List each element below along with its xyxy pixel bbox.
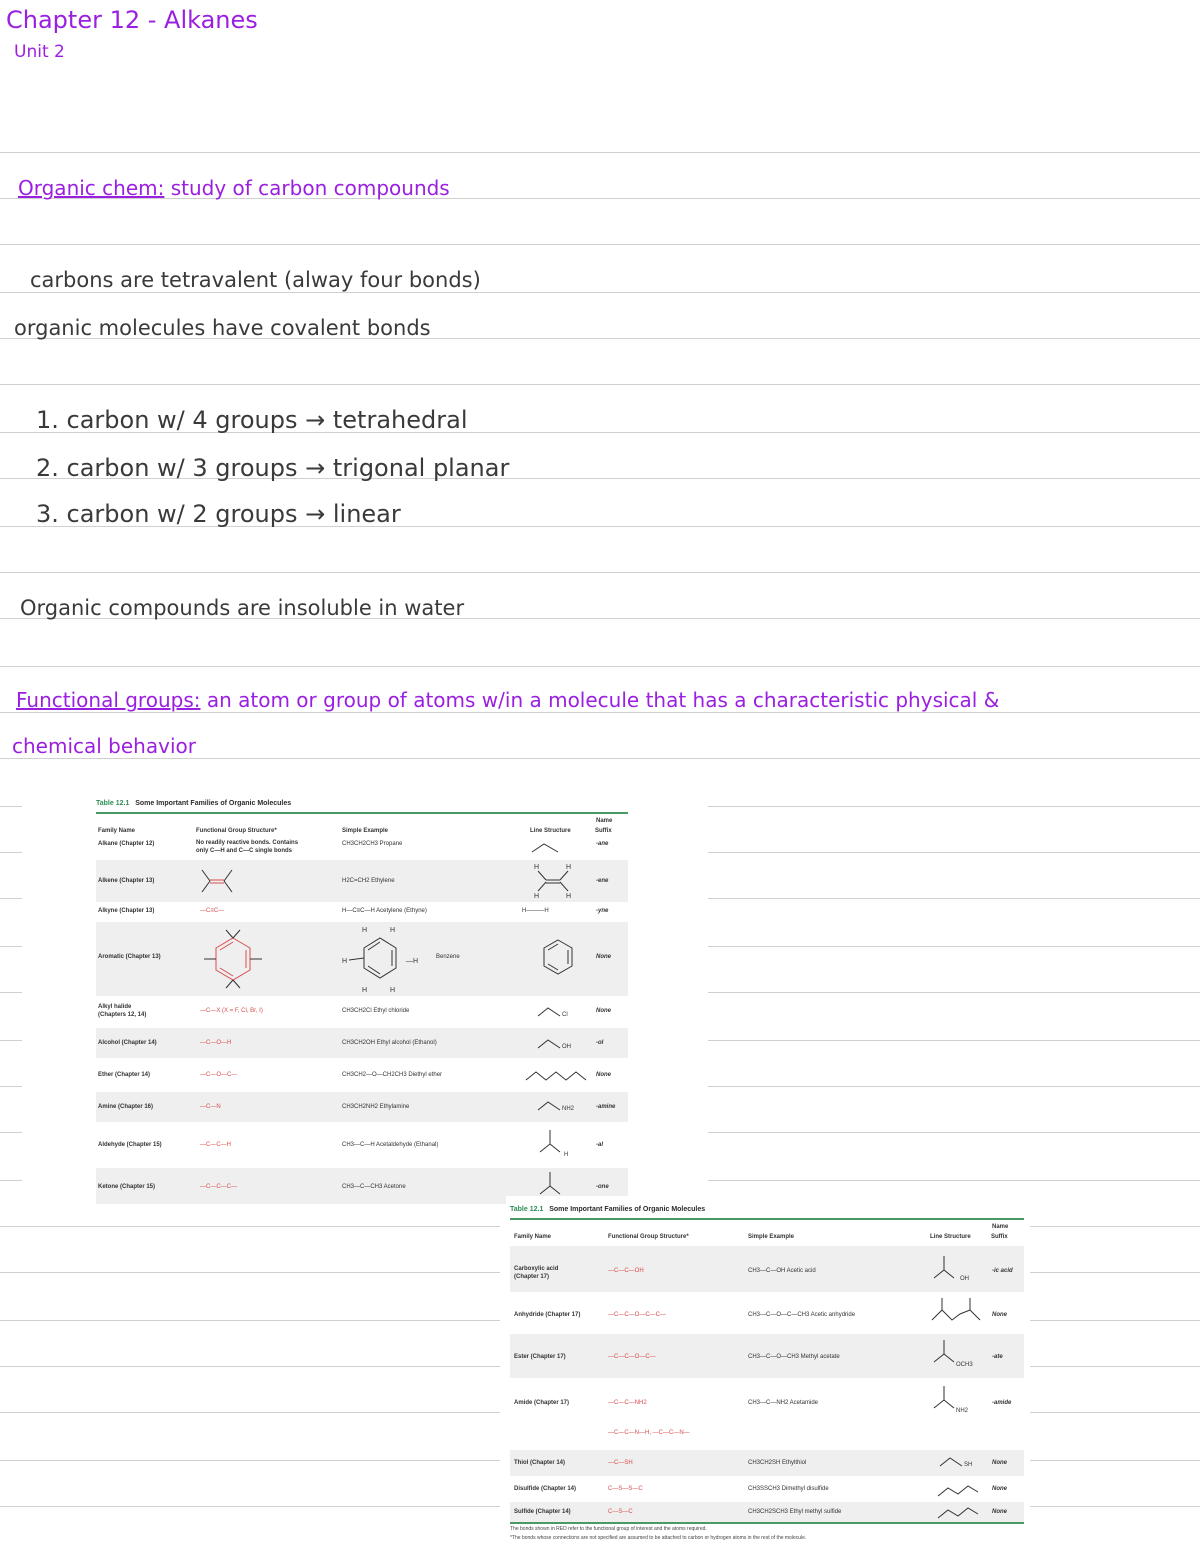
table-row: Anhydride (Chapter 17) —C—C—O—C—C— CH3—C—O—C—CH3 Acetic anhydride None	[514, 1312, 1007, 1318]
note-covalent: organic molecules have covalent bonds	[14, 316, 431, 340]
unit-label: Unit 2	[14, 42, 65, 62]
list-item: 2. carbon w/ 3 groups → trigonal planar	[36, 454, 510, 482]
table-row: Ether (Chapter 14) —C—O—C— CH3CH2—O—CH2CH3 Diethyl ether None	[98, 1072, 611, 1078]
header-suffix-bottom: Suffix	[991, 1234, 1008, 1240]
page-title: Chapter 12 - Alkanes	[6, 6, 258, 34]
table-row: Carboxylic acid (Chapter 17) —C—C—OH CH3—C—OH Acetic acid OH -ic acid	[510, 1246, 1024, 1292]
note-tetravalent: carbons are tetravalent (alway four bonds)	[30, 268, 481, 292]
svg-text:H: H	[362, 987, 368, 994]
header-suffix-top: Name	[596, 818, 613, 824]
functional-groups-term: Functional groups:	[16, 688, 201, 712]
svg-text:—H: —H	[406, 958, 419, 965]
header-family: Family Name	[514, 1234, 552, 1240]
svg-text:H: H	[342, 958, 348, 965]
table-row: Alcohol (Chapter 14) —C—O—H CH3CH2OH Ethyl alcohol (Ethanol) OH -ol	[96, 1028, 628, 1058]
table-row: Alkyl halide (Chapters 12, 14) —C—X (X = F, Cl, Br, I) CH3CH2Cl Ethyl chloride Cl None	[98, 1004, 611, 1018]
header-suffix-bottom: Suffix	[595, 828, 612, 834]
table-row: Ester (Chapter 17) —C—C—O—C— CH3—C—O—CH3 Methyl acetate OCH3 -ate	[510, 1334, 1024, 1378]
svg-text:H: H	[534, 864, 540, 871]
table-row: Alkene (Chapter 13) H2C=CH2 Ethylene H H H H -ene	[96, 860, 628, 902]
table-row: Alkane (Chapter 12) No readily reactive bonds. Contains only C—H and C—C single bonds CH3CH2CH3 Propane -ane	[98, 840, 609, 854]
table-row: Sulfide (Chapter 14) C—S—C CH3CH2SCH3 Ethyl methyl sulfide None	[510, 1502, 1024, 1524]
header-line-structure: Line Structure	[530, 828, 571, 834]
table-row: Amide (Chapter 17) —C—C—NH2 —C—C—N—H, —C—C—N— CH3—C—NH2 Acetamide NH2 -amide	[514, 1400, 1012, 1436]
table-row: Aldehyde (Chapter 15) —C—C—H CH3—C—H Acetaldehyde (Ethanal) H -al	[98, 1142, 604, 1158]
table-row: Alkyne (Chapter 13) —C≡C— H—C≡C—H Acetylene (Ethyne) H———H -yne	[98, 908, 609, 914]
header-line-structure: Line Structure	[930, 1234, 971, 1240]
functional-groups-def: an atom or group of atoms w/in a molecule that has a characteristic physical &	[200, 688, 1000, 712]
header-family: Family Name	[98, 828, 136, 834]
table-title: Table 12.1 Some Important Families of Organic Molecules	[510, 1206, 706, 1213]
svg-text:H: H	[390, 987, 396, 994]
organic-chem-term: Organic chem:	[18, 176, 165, 200]
table-row: Aromatic (Chapter 13) H H H H H —H Benzene None	[96, 922, 628, 996]
table-row: Disulfide (Chapter 14) C—S—S—C CH3SSCH3 Dimethyl disulfide None	[510, 1478, 1024, 1502]
header-functional-group: Functional Group Structure*	[196, 828, 277, 834]
table-footnote: The bonds shown in RED refer to the functional group of interest and the atoms required.	[510, 1526, 707, 1532]
table-row: Ketone (Chapter 15) —C—C—C— CH3—C—CH3 Acetone -one	[96, 1168, 628, 1204]
svg-text:H: H	[534, 893, 540, 900]
organic-chem-def: study of carbon compounds	[164, 176, 450, 200]
svg-text:H: H	[362, 927, 368, 934]
functional-groups-table-1	[92, 796, 632, 1206]
svg-text:H: H	[390, 927, 396, 934]
functional-groups-def-cont: chemical behavior	[12, 734, 196, 758]
functional-groups-table-2	[506, 1196, 1028, 1546]
list-item: 1. carbon w/ 4 groups → tetrahedral	[36, 406, 468, 434]
list-item: 3. carbon w/ 2 groups → linear	[36, 500, 401, 528]
table-row: Thiol (Chapter 14) —C—SH CH3CH2SH Ethylthiol SH None	[510, 1450, 1024, 1476]
header-functional-group: Functional Group Structure*	[608, 1234, 689, 1240]
header-example: Simple Example	[342, 828, 389, 834]
table-title: Table 12.1 Some Important Families of Organic Molecules	[96, 800, 292, 807]
organic-chem-definition	[18, 176, 450, 200]
header-suffix-top: Name	[992, 1224, 1009, 1230]
table-footnote: *The bonds whose connections are not specified are assumed to be attached to carbon or hydrogen atoms in the rest of the molecule.	[510, 1535, 807, 1541]
svg-text:H: H	[566, 864, 572, 871]
table-row: Amine (Chapter 16) —C—N CH3CH2NH2 Ethylamine NH2 -amine	[96, 1092, 628, 1122]
functional-groups-definition	[16, 688, 999, 712]
header-example: Simple Example	[748, 1234, 795, 1240]
note-insoluble: Organic compounds are insoluble in water	[20, 596, 465, 620]
svg-text:H: H	[566, 893, 572, 900]
